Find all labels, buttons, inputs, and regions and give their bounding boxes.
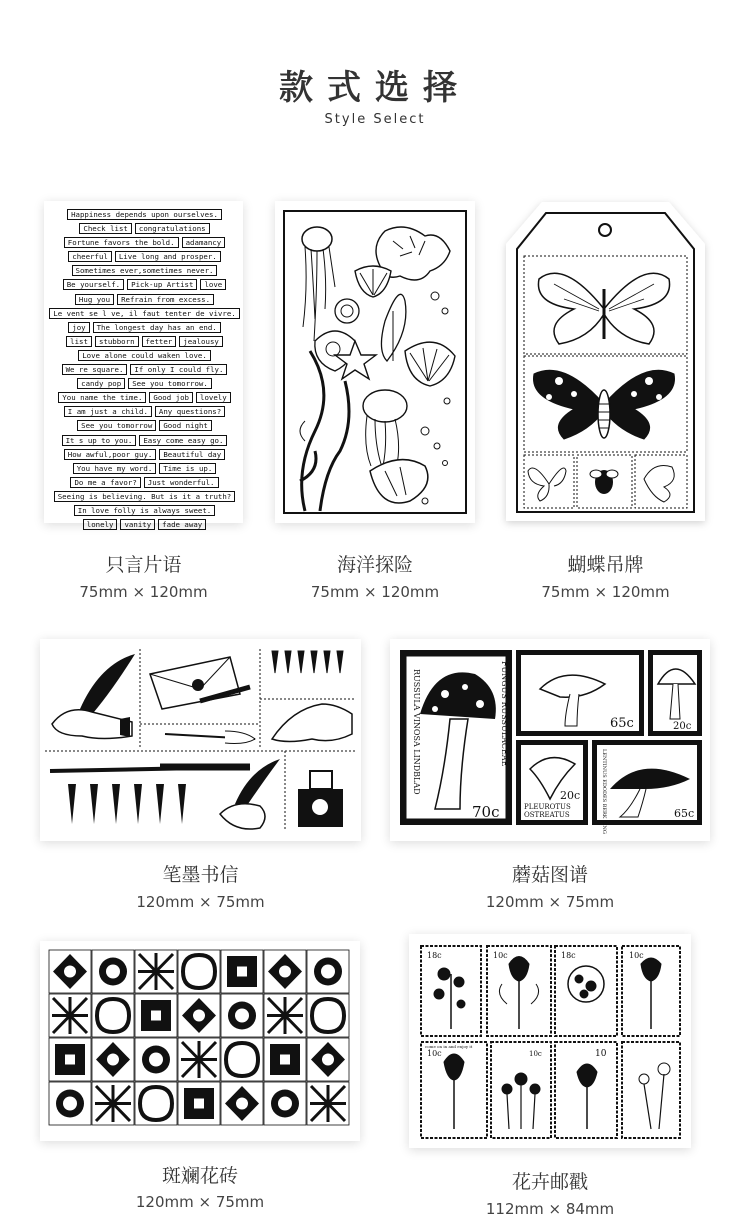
product-card-flower-stamps[interactable] — [409, 934, 691, 1148]
quote-chip: Fortune favors the bold. — [64, 237, 179, 248]
product-size: 112mm × 84mm — [485, 1200, 615, 1218]
quote-chip: stubborn — [95, 336, 139, 347]
quote-chip: Good night — [159, 420, 212, 431]
quote-chip: Be yourself. — [63, 279, 124, 290]
quote-row — [52, 251, 237, 262]
product-name: 只言片语 — [105, 554, 182, 576]
tile-pattern — [307, 950, 349, 993]
product-card-quotes[interactable] — [44, 201, 243, 530]
quote-chip: fetter — [142, 336, 177, 347]
quote-chip: Le vent se l ve, il faut tenter de vivre. — [49, 308, 239, 319]
quote-chip: We re square. — [62, 364, 128, 375]
quote-chip: cheerful — [68, 251, 112, 262]
tile-pattern — [178, 1038, 220, 1081]
big-stamp-right-text: FUNGUS RUSSULACEAE — [500, 661, 509, 767]
tile-pattern — [92, 994, 134, 1037]
quote-chip: Pick-up Artist — [127, 279, 197, 290]
quote-chip: jealousy — [179, 336, 223, 347]
tile-pattern — [92, 1082, 134, 1125]
quote-chip: How awful,poor guy. — [64, 449, 157, 460]
mushroom-stamps-illustration — [390, 639, 710, 841]
quote-chip: Good job — [149, 392, 193, 403]
tile-pattern — [135, 1038, 177, 1081]
product-size: 75mm × 120mm — [79, 583, 208, 601]
product-name: 蘑菇图谱 — [511, 864, 588, 886]
quote-row — [52, 463, 237, 474]
quote-chip: Any questions? — [155, 406, 225, 417]
price-label: 65c — [674, 807, 695, 820]
big-stamp-left-text: RUSSULA VINOSA LINDBLAD — [412, 669, 421, 795]
quote-chip: love — [200, 279, 226, 290]
product-name: 蝴蝶吊牌 — [567, 554, 644, 576]
quote-chip: Do me a favor? — [70, 477, 140, 488]
quote-chip: I am just a child. — [64, 406, 152, 417]
price-label: 70c — [472, 803, 500, 821]
page-subtitle: Style Select — [324, 112, 426, 127]
quote-chip: It s up to you. — [62, 435, 137, 446]
tile-pattern — [264, 1038, 306, 1081]
quote-chip: lonely — [83, 519, 118, 530]
product-name: 海洋探险 — [336, 554, 413, 576]
tile-pattern — [92, 1038, 134, 1081]
tile-pattern — [264, 950, 306, 993]
tile-pattern — [307, 994, 349, 1037]
stamp-species-text: OSTREATUS — [524, 811, 570, 819]
quote-row — [52, 209, 237, 220]
quote-chip: Live long and prosper. — [115, 251, 221, 262]
product-size: 120mm × 75mm — [485, 893, 615, 911]
quote-chip: fade away — [158, 519, 206, 530]
tile-pattern — [178, 994, 220, 1037]
stamp-caption: come on in and enjoy it — [425, 1044, 473, 1049]
stamp-price: 18c — [561, 951, 576, 960]
tile-pattern — [49, 1082, 91, 1125]
quote-chip: list — [66, 336, 92, 347]
quote-row — [52, 392, 237, 403]
quote-row — [52, 336, 237, 347]
quote-chip: You have my word. — [73, 463, 157, 474]
quote-chip: joy — [68, 322, 89, 333]
quote-row — [52, 505, 237, 516]
quote-chip: adamancy — [182, 237, 226, 248]
ink-letters-illustration — [40, 639, 361, 841]
quote-row — [52, 378, 237, 389]
stamp-price: 10c — [493, 951, 508, 960]
tile-pattern — [307, 1038, 349, 1081]
stamp-price: 10c — [529, 1050, 542, 1058]
tile-pattern — [221, 1082, 263, 1125]
tile-pattern — [92, 950, 134, 993]
product-card-butterfly-tag[interactable] — [504, 199, 707, 524]
quote-row — [52, 435, 237, 446]
tile-pattern — [221, 1038, 263, 1081]
product-card-tiles[interactable] — [40, 941, 360, 1141]
quote-chip: If only I could fly. — [130, 364, 227, 375]
tile-pattern — [49, 1038, 91, 1081]
quote-chip: In love folly is always sweet. — [74, 505, 216, 516]
quote-chip: Time is up. — [159, 463, 216, 474]
product-size: 120mm × 75mm — [136, 893, 265, 911]
quote-chip: You name the time. — [58, 392, 146, 403]
tile-pattern — [307, 1082, 349, 1125]
tile-pattern — [178, 950, 220, 993]
price-label: 65c — [610, 716, 634, 731]
stamp-price: 10c — [629, 951, 644, 960]
quote-row — [52, 406, 237, 417]
quote-chip: congratulations — [135, 223, 210, 234]
quote-chip: See you tomorrow — [77, 420, 156, 431]
quote-row — [52, 449, 237, 460]
quote-row — [52, 477, 237, 488]
butterfly-tag-illustration — [504, 199, 707, 524]
tile-pattern — [135, 994, 177, 1037]
stamp-species-text: PLEUROTUS — [524, 803, 571, 811]
stamp-price: 18c — [427, 951, 442, 960]
quote-chip: Seeing is believing. But is it a truth? — [54, 491, 236, 502]
quote-chip: Happiness depends upon ourselves. — [67, 209, 222, 220]
price-label: 20c — [673, 721, 692, 732]
tile-pattern — [49, 950, 91, 993]
quote-chip: Hug you — [75, 294, 114, 305]
quote-row — [52, 322, 237, 333]
flower-stamps-illustration — [409, 934, 691, 1148]
quote-row — [52, 279, 237, 290]
quote-row — [52, 265, 237, 276]
tile-pattern — [135, 950, 177, 993]
quote-chip: Love alone could waken love. — [78, 350, 211, 361]
product-size: 75mm × 120mm — [310, 583, 440, 601]
tile-pattern — [135, 1082, 177, 1125]
quote-row — [52, 223, 237, 234]
tile-pattern — [49, 994, 91, 1037]
quote-chip: The longest day has an end. — [93, 322, 221, 333]
tile-pattern — [221, 950, 263, 993]
quote-chip: Sometimes ever,sometimes never. — [72, 265, 218, 276]
quote-chip: candy pop — [77, 378, 125, 389]
quote-chip: Just wonderful. — [144, 477, 219, 488]
quote-list — [52, 209, 237, 530]
tile-pattern — [264, 1082, 306, 1125]
product-name: 花卉邮戳 — [511, 1171, 588, 1193]
product-size: 75mm × 120mm — [541, 583, 670, 601]
quote-row — [52, 308, 237, 319]
product-card-mushroom-stamps[interactable] — [390, 639, 710, 841]
product-name: 斑斓花砖 — [161, 1165, 238, 1187]
quote-chip: vanity — [120, 519, 155, 530]
stamp-species-text: LENTINUS EDODES BERK SING — [601, 749, 607, 834]
quote-row — [52, 350, 237, 361]
tiles-illustration — [40, 941, 360, 1141]
tile-pattern — [264, 994, 306, 1037]
product-card-ocean[interactable] — [275, 201, 475, 523]
stamp-price: 10 — [595, 1049, 607, 1059]
quote-chip: See you tomorrow. — [128, 378, 212, 389]
price-label: 20c — [560, 789, 581, 802]
quote-row — [52, 237, 237, 248]
product-size: 120mm × 75mm — [135, 1193, 265, 1211]
page-title: 款式选择 — [279, 68, 471, 108]
quote-row — [52, 420, 237, 431]
quote-row — [52, 364, 237, 375]
tile-pattern — [221, 994, 263, 1037]
quote-chip: Beautiful day — [159, 449, 225, 460]
quote-row — [52, 294, 237, 305]
quote-chip: lovely — [196, 392, 231, 403]
quote-chip: Refrain from excess. — [117, 294, 214, 305]
tile-pattern — [178, 1082, 220, 1125]
quote-row — [52, 519, 237, 530]
stamp-price: 10c — [427, 1049, 442, 1058]
product-card-ink-letters[interactable] — [40, 639, 361, 841]
quote-row — [52, 491, 237, 502]
quote-chip: Check list — [79, 223, 132, 234]
ocean-illustration — [275, 201, 475, 523]
quote-chip: Easy come easy go. — [139, 435, 227, 446]
product-name: 笔墨书信 — [162, 864, 239, 886]
